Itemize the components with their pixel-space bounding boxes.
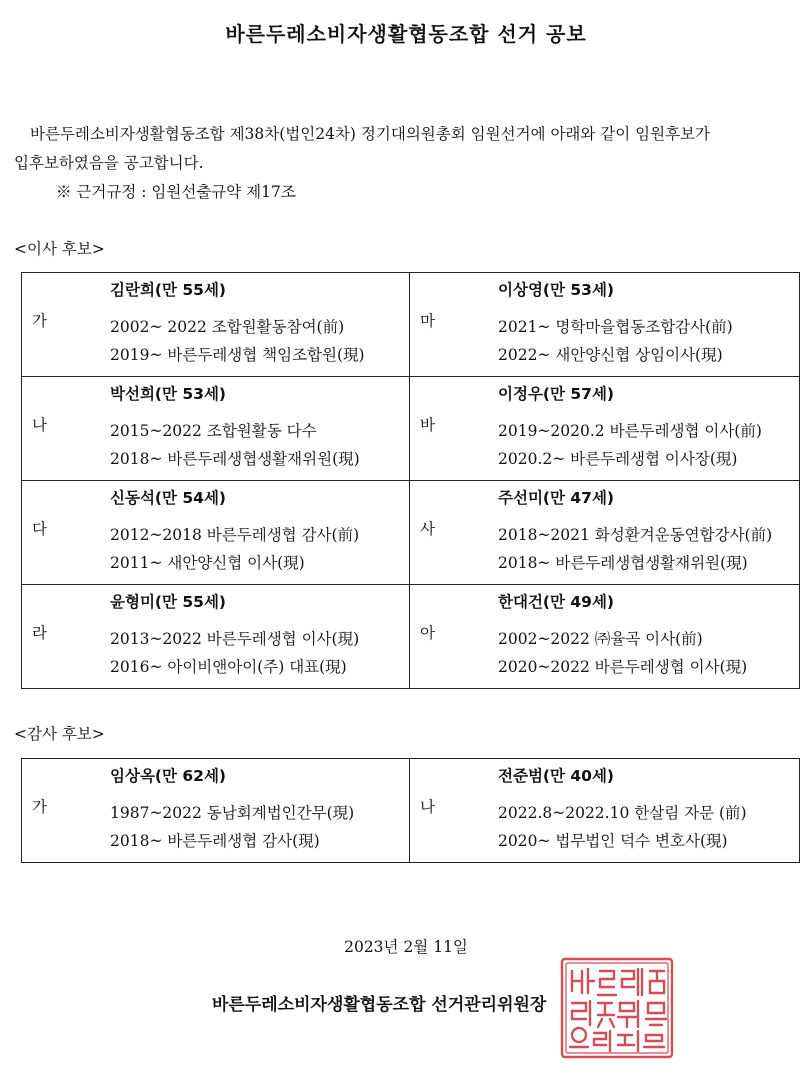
candidate-career: 2011~ 새안양신협 이사(現) [110, 554, 305, 572]
candidate-name: 임상옥(만 62세) [110, 767, 226, 785]
candidate-career: 2020~ 법무법인 덕수 변호사(現) [498, 832, 728, 850]
basis-note: ※ 근거규정 : 임원선출규약 제17조 [56, 183, 296, 201]
candidate-career: 2015~2022 조합원활동 다수 [110, 422, 317, 440]
candidate-mark: 다 [32, 520, 47, 538]
official-seal-stamp [558, 955, 676, 1061]
candidate-career: 2019~2020.2 바른두레생협 이사(前) [498, 422, 762, 440]
candidate-cell [410, 585, 800, 689]
candidate-mark: 가 [32, 312, 47, 330]
candidate-career: 2020.2~ 바른두레생협 이사장(現) [498, 450, 738, 468]
candidate-cell [410, 273, 800, 377]
candidate-name: 신동석(만 54세) [110, 489, 226, 507]
candidate-career: 2002~2022 ㈜율곡 이사(前) [498, 630, 703, 648]
candidate-name: 이상영(만 53세) [498, 281, 614, 299]
candidate-name: 박선희(만 53세) [110, 385, 226, 403]
table-row [22, 585, 800, 689]
candidate-cell [22, 273, 410, 377]
candidate-name: 전준범(만 40세) [498, 767, 614, 785]
page-title: 바른두레소비자생활협동조합 선거 공보 [225, 22, 587, 46]
intro-paragraph: 바른두레소비자생활협동조합 제38차(법인24차) 정기대의원총회 임원선거에 아래와 같이 임원후보가 입후보하였음을 공고합니다. [14, 125, 711, 172]
candidate-career: 2020~2022 바른두레생협 이사(現) [498, 658, 748, 676]
announcement-date: 2023년 2월 11일 [344, 938, 468, 956]
candidate-name: 윤형미(만 55세) [110, 593, 226, 611]
candidate-name: 주선미(만 47세) [498, 489, 614, 507]
candidate-cell [22, 377, 410, 481]
candidate-mark: 마 [420, 312, 435, 330]
candidate-career: 2018~ 바른두레생협 감사(現) [110, 832, 320, 850]
directors-table [21, 272, 800, 689]
candidate-mark: 아 [420, 624, 435, 642]
table-row [22, 759, 800, 863]
candidate-name: 이정우(만 57세) [498, 385, 614, 403]
candidate-cell [410, 481, 800, 585]
candidate-career: 2018~ 바른두레생협생활재위원(現) [498, 554, 748, 572]
candidate-mark: 바 [420, 416, 435, 434]
candidate-cell [22, 759, 410, 863]
candidate-mark: 라 [32, 624, 47, 642]
candidate-cell [410, 377, 800, 481]
candidate-career: 2018~ 바른두레생협생활재위원(現) [110, 450, 360, 468]
candidate-cell [22, 585, 410, 689]
table-row [22, 273, 800, 377]
candidate-career: 2002~ 2022 조합원활동참여(前) [110, 318, 345, 336]
candidate-career: 2022.8~2022.10 한살림 자문 (前) [498, 804, 747, 822]
directors-section-label: <이사 후보> [14, 240, 105, 258]
candidate-career: 2019~ 바른두레생협 책임조합원(現) [110, 346, 365, 364]
candidate-career: 2021~ 명학마을협동조합감사(前) [498, 318, 733, 336]
candidate-career: 2018~2021 화성환겨운동연합강사(前) [498, 526, 773, 544]
signer-name: 바른두레소비자생활협동조합 선거관리위원장 [212, 995, 547, 1015]
candidate-career: 2016~ 아이비앤아이(주) 대표(現) [110, 658, 347, 676]
candidate-career: 2012~2018 바른두레생협 감사(前) [110, 526, 360, 544]
auditors-section-label: <감사 후보> [14, 725, 105, 743]
candidate-career: 2022~ 새안양신협 상임이사(現) [498, 346, 723, 364]
candidate-name: 김란희(만 55세) [110, 281, 226, 299]
candidate-career: 2013~2022 바른두레생협 이사(現) [110, 630, 360, 648]
auditors-table [21, 758, 800, 863]
table-row [22, 481, 800, 585]
candidate-name: 한대건(만 49세) [498, 593, 614, 611]
candidate-mark: 나 [32, 416, 47, 434]
candidate-mark: 나 [420, 798, 435, 816]
candidate-cell [22, 481, 410, 585]
candidate-mark: 사 [420, 520, 435, 538]
candidate-mark: 가 [32, 798, 47, 816]
candidate-career: 1987~2022 동남회계법인간무(現) [110, 804, 355, 822]
table-row [22, 377, 800, 481]
candidate-cell [410, 759, 800, 863]
